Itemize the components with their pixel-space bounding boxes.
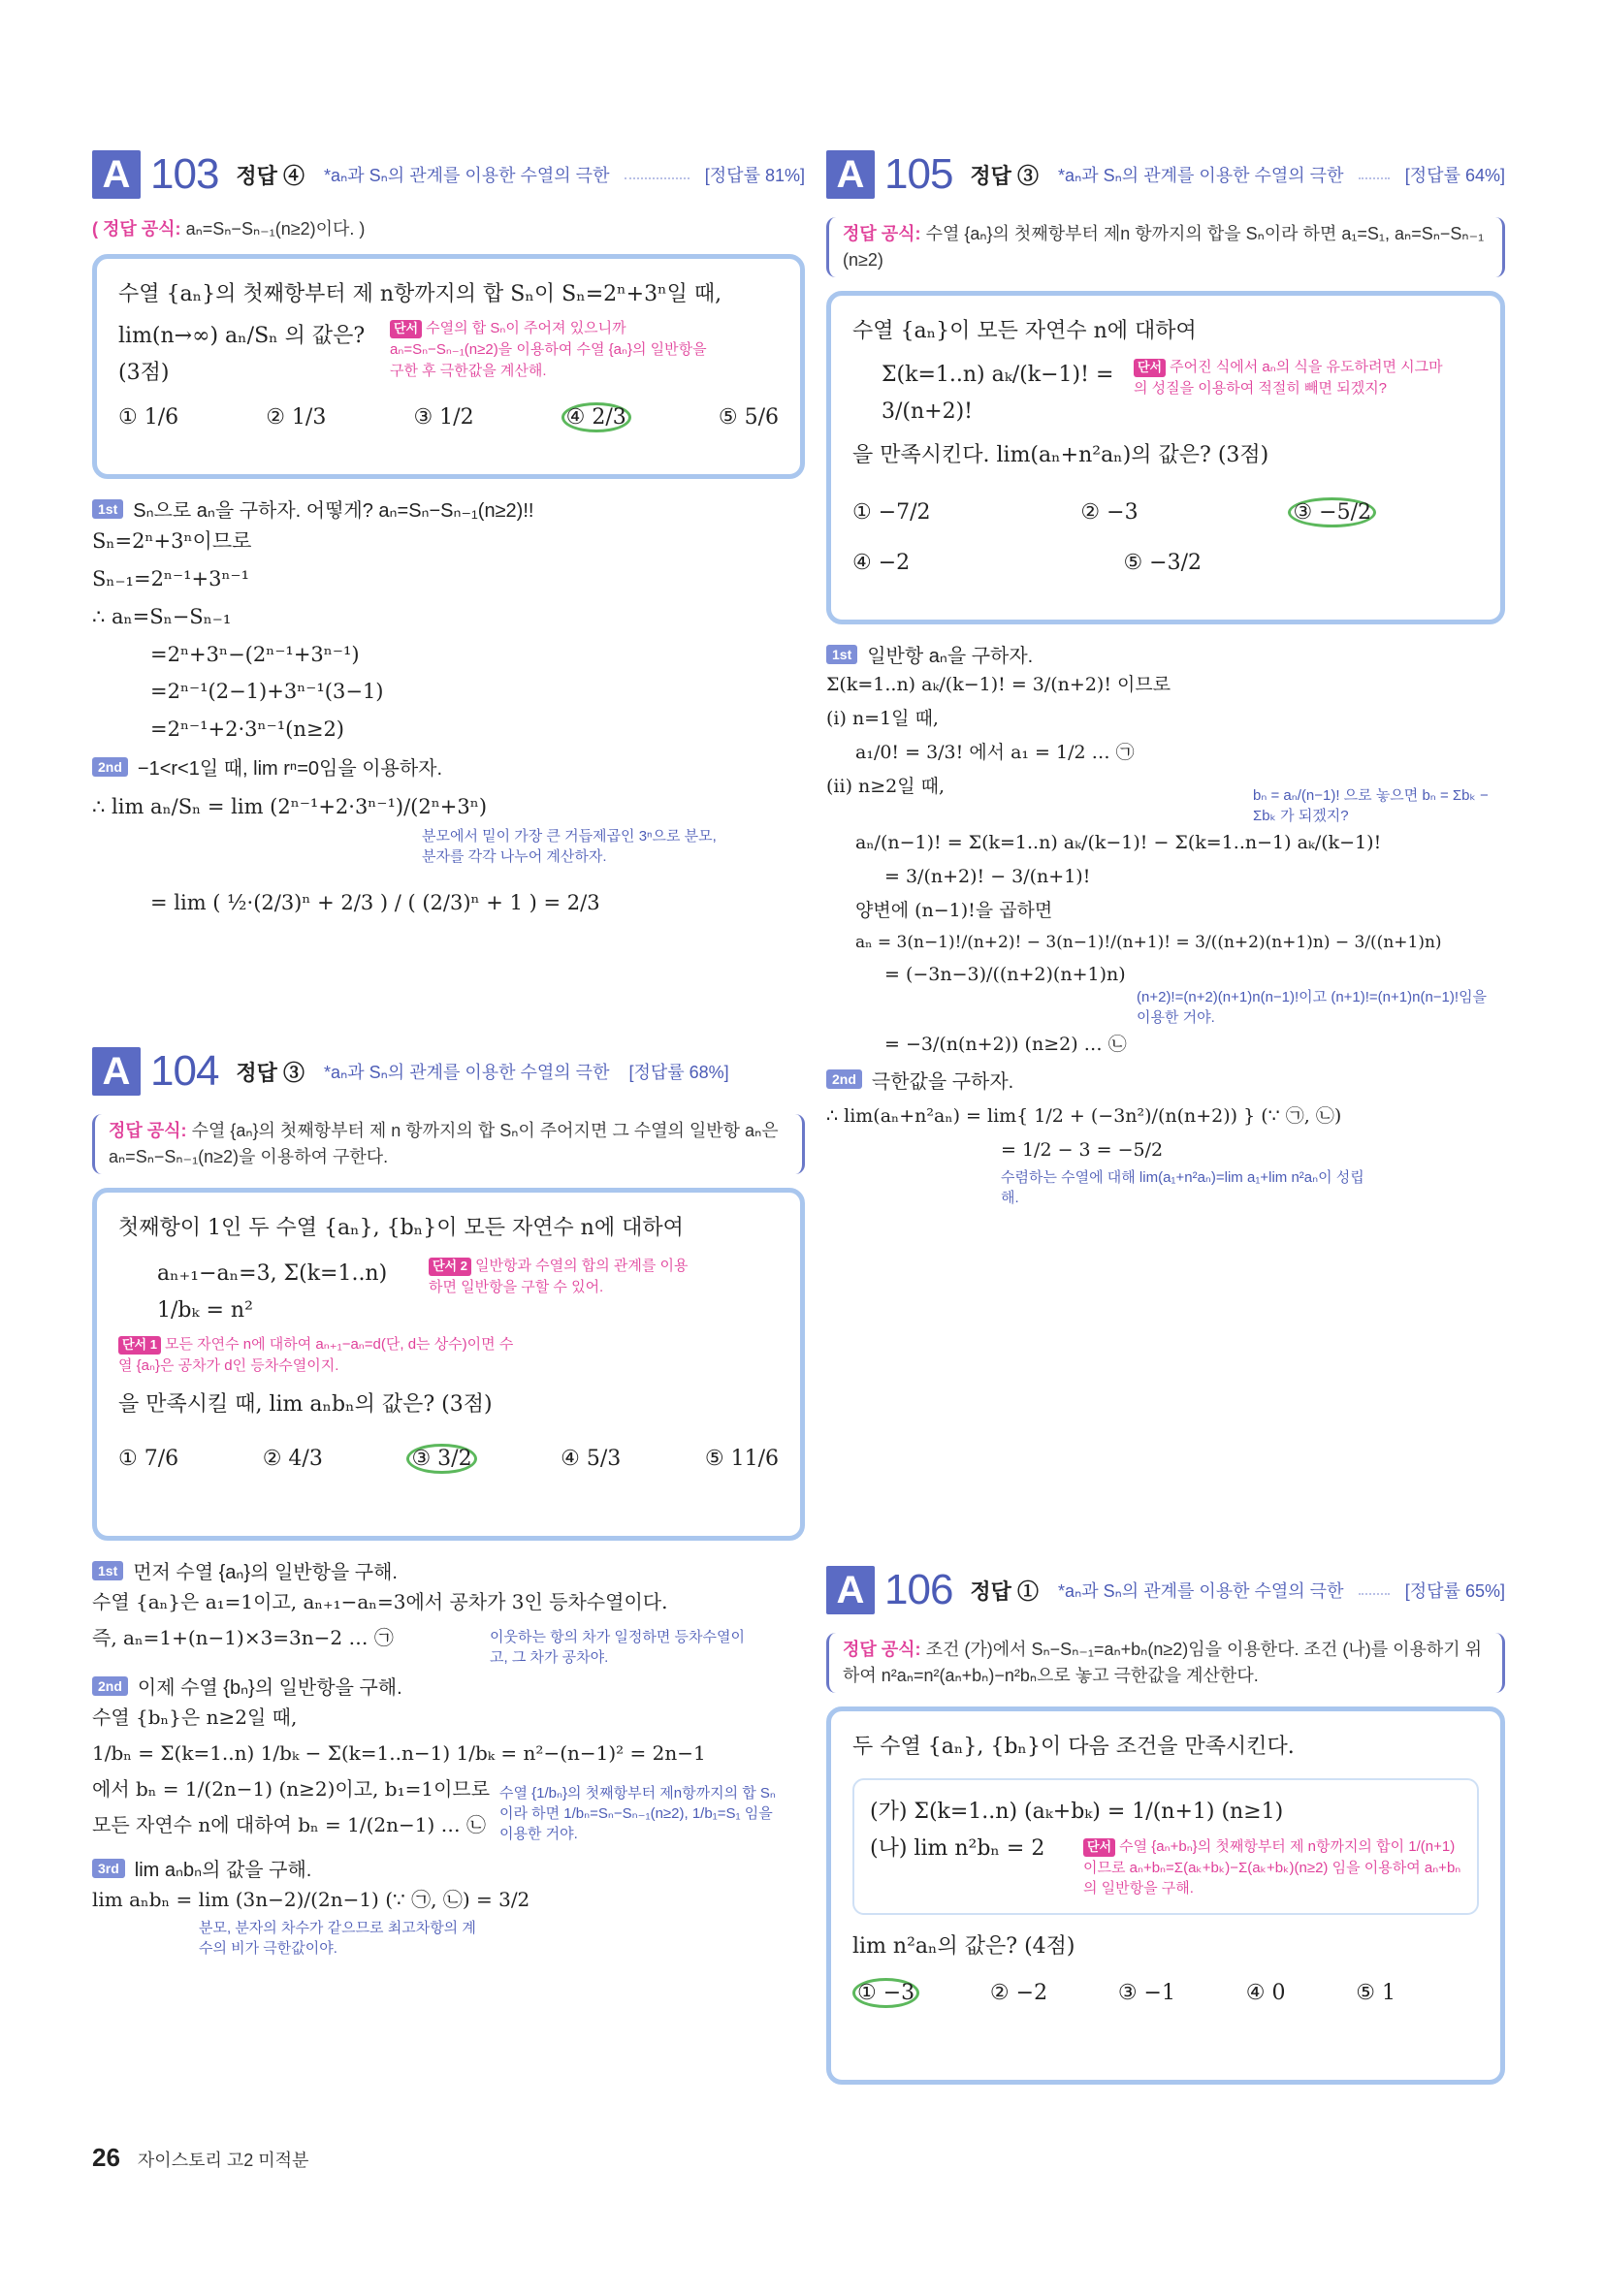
condition-na: (나) lim n²bₙ = 2 — [870, 1835, 1045, 1861]
formula-box — [826, 217, 1505, 277]
choice-label: ⑤ 11/6 — [704, 1447, 779, 1472]
choice-4[interactable] — [852, 551, 910, 575]
formula-text: 수열 {aₙ}의 첫째항부터 제 n 항까지의 합 Sₙ이 주어지면 그 수열의 일반항 aₙ은 aₙ=Sₙ−Sₙ₋₁(n≥2)을 이용하여 구한다. — [109, 1121, 779, 1166]
solution-line: (i) n=1일 때, — [826, 708, 939, 730]
solution-line: Sₙ₋₁=2ⁿ⁻¹+3ⁿ⁻¹ — [92, 566, 250, 590]
conditions-box — [852, 1778, 1479, 1915]
side-note: 분모, 분자의 차수가 같으므로 최고차항의 계수의 비가 극한값이야. — [199, 1920, 476, 1957]
choice-label: ① 7/6 — [118, 1447, 179, 1472]
choice-label: ① 1/6 — [118, 405, 179, 430]
question-text: 을 만족시킬 때, lim aₙbₙ의 값은? (3점) — [118, 1391, 493, 1417]
page-number: 26 — [92, 2143, 120, 2172]
solution-line: = 1/2 − 3 = −5/2 — [1001, 1138, 1164, 1161]
step-title: 일반항 aₙ을 구하자. — [867, 646, 1034, 667]
choice-3-correct[interactable] — [406, 1444, 476, 1474]
hint-text: 수열의 합 Sₙ이 주어져 있으니까 aₙ=Sₙ−Sₙ₋₁(n≥2)을 이용하여 수열 {aₙ}의 일반항을 구한 후 극한값을 계산해. — [390, 320, 707, 379]
solution-line: ∴ aₙ=Sₙ−Sₙ₋₁ — [92, 604, 232, 628]
solution — [826, 640, 1505, 1208]
choice-2[interactable] — [266, 402, 326, 432]
step-title: −1<r<1일 때, lim rⁿ=0임을 이용하자. — [137, 758, 443, 781]
choice-5[interactable] — [719, 402, 779, 432]
problem-number: 105 — [884, 150, 953, 198]
choice-list — [852, 551, 1202, 575]
choice-label: ⑤ 5/6 — [718, 405, 779, 430]
solution-line: 모든 자연수 n에 대하여 bₙ = 1/(2n−1) … ㉡ — [92, 1813, 486, 1836]
choice-2[interactable] — [263, 1444, 323, 1474]
choice-label: ④ 5/3 — [561, 1447, 622, 1472]
book-title: 자이스토리 고2 미적분 — [137, 2151, 309, 2170]
dot-leader — [625, 170, 689, 179]
solution-line: ∴ lim aₙ/Sₙ = lim (2ⁿ⁻¹+2·3ⁿ⁻¹)/(2ⁿ+3ⁿ) — [92, 795, 488, 819]
step-badge: 3rd — [92, 1859, 125, 1878]
solution-line: 양변에 (n−1)!을 곱하면 — [855, 899, 1053, 921]
accuracy-rate: [정답률 68%] — [628, 1063, 729, 1082]
question-text: 수열 {aₙ}의 첫째항부터 제 n항까지의 합 Sₙ이 Sₙ=2ⁿ+3ⁿ일 때, — [118, 282, 722, 306]
choice-2[interactable] — [990, 1978, 1047, 2008]
solution-line: =2ⁿ+3ⁿ−(2ⁿ⁻¹+3ⁿ⁻¹) — [150, 642, 360, 666]
solution-line: Σ(k=1..n) aₖ/(k−1)! = 3/(n+2)! 이므로 — [826, 674, 1171, 695]
step-badge: 1st — [92, 1561, 123, 1580]
solution-line: aₙ/(n−1)! = Σ(k=1..n) aₖ/(k−1)! − Σ(k=1..n−1) aₖ/(k−1)! — [855, 831, 1382, 853]
level-badge: A — [92, 150, 141, 199]
choice-list — [852, 1978, 1395, 2008]
choice-4[interactable] — [561, 1444, 621, 1474]
choice-label: ② 1/3 — [266, 405, 327, 430]
hint-note — [1083, 1831, 1461, 1899]
formula-label: ( 정답 공식: — [92, 219, 181, 239]
answer-label: 정답 ③ — [970, 163, 1040, 188]
solution-line: = 3/(n+2)! − 3/(n+1)! — [884, 865, 1091, 887]
solution-line: lim aₙbₙ = lim (3n−2)/(2n−1) (∵ ㉠, ㉡) = 3/2 — [92, 1888, 530, 1911]
solution-line: 에서 bₙ = 1/(2n−1) (n≥2)이고, b₁=1이므로 — [92, 1777, 491, 1801]
solution-line: 수열 {aₙ}은 a₁=1이고, aₙ₊₁−aₙ=3에서 공차가 3인 등차수열이다. — [92, 1590, 668, 1613]
formula-label: 정답 공식: — [109, 1121, 187, 1140]
question-text: 두 수열 {aₙ}, {bₙ}이 다음 조건을 만족시킨다. — [852, 1735, 1295, 1759]
step-badge: 2nd — [92, 757, 128, 777]
answer-label: 정답 ③ — [236, 1060, 305, 1085]
level-badge: A — [826, 1566, 875, 1614]
choice-label: ③ 1/2 — [413, 405, 474, 430]
formula-label: 정답 공식: — [843, 1640, 921, 1659]
hint-tag: 단서 1 — [118, 1336, 161, 1355]
side-note: 이웃하는 항의 차가 일정하면 등차수열이고, 그 차가 공차야. — [490, 1629, 746, 1666]
question-text: lim(n→∞) aₙ/Sₙ 의 값은? (3점) — [118, 324, 366, 385]
hint-tag: 단서 — [1134, 359, 1166, 377]
step-title: 먼저 수열 {aₙ}의 일반항을 구해. — [133, 1562, 398, 1583]
side-note: bₙ = aₙ/(n−1)! 으로 놓으면 bₙ = Σbₖ − Σbₖ 가 되겠지? — [1253, 786, 1489, 824]
hint-text: 일반항과 수열의 합의 관계를 이용하면 일반항을 구할 수 있어. — [429, 1258, 689, 1296]
hint-note — [390, 318, 720, 381]
formula-line — [92, 215, 805, 240]
formula-box — [826, 1633, 1505, 1693]
choice-list — [118, 1444, 779, 1474]
condition-ga: (가) Σ(k=1..n) (aₖ+bₖ) = 1/(n+1) (n≥1) — [870, 1800, 1284, 1825]
problem-106 — [826, 1561, 1505, 2085]
choice-label: ④ −2 — [852, 550, 911, 575]
solution-line: =2ⁿ⁻¹(2−1)+3ⁿ⁻¹(3−1) — [150, 680, 384, 704]
question-text: 첫째항이 1인 두 수열 {aₙ}, {bₙ}이 모든 자연수 n에 대하여 — [118, 1216, 684, 1240]
problem-103 — [92, 145, 805, 922]
question-box — [826, 291, 1505, 624]
hint-tag: 단서 2 — [429, 1258, 471, 1276]
topic-label: *aₙ과 Sₙ의 관계를 이용한 수열의 극한 — [324, 166, 610, 185]
side-note: 분모에서 밑이 가장 큰 거듭제곱인 3ⁿ으로 분모, 분자를 각각 나누어 계산하자. — [422, 827, 717, 865]
problem-number: 104 — [150, 1047, 219, 1095]
question-text: 을 만족시킨다. lim(aₙ+n²aₙ)의 값은? (3점) — [852, 443, 1269, 468]
question-box — [826, 1706, 1505, 2085]
choice-1[interactable] — [118, 402, 178, 432]
step-badge: 2nd — [826, 1069, 862, 1089]
accuracy-rate: [정답률 65%] — [1404, 1581, 1505, 1601]
side-note: 수열 {1/bₙ}의 첫째항부터 제n항까지의 합 Sₙ이라 하면 1/bₙ=Sₙ−Sₙ₋₁(n≥2), 1/b₁=S₁ 임을 이용한 거야. — [499, 1785, 776, 1842]
solution-line: aₙ = 3(n−1)!/(n+2)! − 3(n−1)!/(n+1)! = 3/((n+2)(n+1)n) − 3/((n+1)n) — [855, 932, 1442, 952]
accuracy-rate: [정답률 64%] — [1404, 166, 1505, 185]
topic-label: *aₙ과 Sₙ의 관계를 이용한 수열의 극한 — [1058, 1581, 1344, 1601]
step-title: 극한값을 구하자. — [871, 1070, 1014, 1093]
choice-1-correct[interactable] — [852, 1978, 919, 2008]
solution-line: a₁/0! = 3/3! 에서 a₁ = 1/2 … ㉠ — [855, 742, 1135, 764]
formula-box — [92, 1114, 805, 1174]
choice-label: ③ −5/2 — [1288, 497, 1376, 527]
choice-label: ② −2 — [989, 1981, 1048, 2006]
hint-note — [118, 1334, 526, 1377]
side-note: 수렴하는 수열에 대해 lim(a₁+n²aₙ)=lim a₁+lim n²aₙ이 성립해. — [1001, 1168, 1364, 1206]
side-note: (n+2)!=(n+2)(n+1)n(n−1)!이고 (n+1)!=(n+1)n(n−1)!임을 이용한 거야. — [1137, 988, 1488, 1026]
step-title: Sₙ으로 aₙ을 구하자. 어떻게? aₙ=Sₙ−Sₙ₋₁(n≥2)!! — [133, 500, 534, 522]
choice-4-correct[interactable] — [561, 402, 631, 432]
step-badge: 2nd — [92, 1676, 128, 1696]
topic-label: *aₙ과 Sₙ의 관계를 이용한 수열의 극한 — [1058, 166, 1344, 185]
choice-label: ③ −1 — [1117, 1981, 1175, 2006]
step-badge: 1st — [92, 499, 123, 519]
solution-line: (ii) n≥2일 때, — [826, 776, 946, 798]
question-text: aₙ₊₁−aₙ=3, Σ(k=1..n) 1/bₖ = n² — [157, 1261, 388, 1323]
problem-header — [92, 1042, 805, 1100]
problem-header — [826, 1561, 1505, 1619]
choice-1[interactable] — [852, 497, 931, 527]
choice-list — [118, 402, 779, 432]
solution-line: = lim ( ½·(2/3)ⁿ + 2/3 ) / ( (2/3)ⁿ + 1 ) = 2/3 — [150, 890, 600, 914]
hint-text: 모든 자연수 n에 대하여 aₙ₊₁−aₙ=d(단, d는 상수)이면 수열 {aₙ}은 공차가 d인 등차수열이지. — [118, 1336, 514, 1374]
choice-3-correct[interactable] — [1288, 497, 1376, 527]
solution-line: Sₙ=2ⁿ+3ⁿ이므로 — [92, 529, 252, 553]
solution-line: =2ⁿ⁻¹+2·3ⁿ⁻¹(n≥2) — [150, 718, 344, 742]
problem-104 — [92, 1042, 805, 1959]
solution-line: 즉, aₙ=1+(n−1)×3=3n−2 … ㉠ — [92, 1626, 394, 1649]
hint-note — [429, 1256, 700, 1298]
answer-label: 정답 ① — [970, 1578, 1040, 1604]
accuracy-rate: [정답률 81%] — [704, 166, 805, 185]
question-box — [92, 1188, 805, 1541]
problem-header — [826, 145, 1505, 204]
step-title: 이제 수열 {bₙ}의 일반항을 구해. — [137, 1677, 402, 1699]
topic-label: *aₙ과 Sₙ의 관계를 이용한 수열의 극한 — [324, 1063, 610, 1082]
question-text: 수열 {aₙ}이 모든 자연수 n에 대하여 — [852, 319, 1197, 343]
formula-text: aₙ=Sₙ−Sₙ₋₁(n≥2)이다. ) — [185, 219, 366, 239]
hint-tag: 단서 — [390, 320, 422, 338]
choice-label: ② 4/3 — [262, 1447, 323, 1472]
formula-text: 조건 (가)에서 Sₙ−Sₙ₋₁=aₙ+bₙ(n≥2)임을 이용한다. 조건 (나)를 이용하기 위하여 n²aₙ=n²(aₙ+bₙ)−n²bₙ으로 놓고 극한값을 계산한다. — [843, 1640, 1483, 1685]
question-box — [92, 254, 805, 479]
choice-3[interactable] — [413, 402, 473, 432]
choice-1[interactable] — [118, 1444, 178, 1474]
choice-5[interactable] — [705, 1444, 779, 1474]
page-footer — [92, 2143, 308, 2173]
level-badge: A — [826, 150, 875, 199]
level-badge: A — [92, 1047, 141, 1096]
choice-5[interactable] — [1123, 551, 1202, 575]
choice-label: ④ 2/3 — [561, 402, 631, 432]
choice-2[interactable] — [1080, 497, 1138, 527]
choice-4[interactable] — [1246, 1978, 1286, 2008]
step-badge: 1st — [826, 645, 857, 664]
solution — [92, 494, 805, 922]
solution — [92, 1556, 805, 1959]
dot-leader — [1359, 1585, 1389, 1595]
question-text: lim n²aₙ의 값은? (4점) — [852, 1934, 1075, 1960]
dot-leader — [1359, 170, 1389, 179]
formula-text: 수열 {aₙ}의 첫째항부터 제n 항까지의 합을 Sₙ이라 하면 a₁=S₁, aₙ=Sₙ−Sₙ₋₁ (n≥2) — [843, 224, 1485, 270]
solution-line: = (−3n−3)/((n+2)(n+1)n) — [884, 964, 1126, 986]
choice-label: ③ 3/2 — [406, 1444, 476, 1474]
choice-3[interactable] — [1118, 1978, 1175, 2008]
hint-note — [1134, 357, 1454, 399]
answer-label: 정답 ④ — [236, 163, 305, 188]
solution-line: 수열 {bₙ}은 n≥2일 때, — [92, 1706, 298, 1729]
choice-label: ④ 0 — [1245, 1981, 1286, 2006]
solution-line: ∴ lim(aₙ+n²aₙ) = lim{ 1/2 + (−3n²)/(n(n+2)) } (∵ ㉠, ㉡) — [826, 1104, 1342, 1127]
hint-text: 수열 {aₙ+bₙ}의 첫째항부터 제 n항까지의 합이 1/(n+1) 이므로 aₙ+bₙ=Σ(aₖ+bₖ)−Σ(aₖ+bₖ)(n≥2) 임을 이용하여 aₙ+bₙ의 일반항을 구해. — [1083, 1837, 1461, 1897]
choice-label: ① −3 — [852, 1978, 919, 2008]
problem-header — [92, 145, 805, 204]
hint-text: 주어진 식에서 aₙ의 식을 유도하려면 시그마의 성질을 이용하여 적절히 빼면 되겠지? — [1134, 359, 1443, 398]
problem-number: 103 — [150, 150, 219, 198]
problem-number: 106 — [884, 1566, 953, 1613]
formula-label: 정답 공식: — [843, 224, 921, 243]
solution-line: = −3/(n(n+2)) (n≥2) … ㉡ — [884, 1033, 1127, 1055]
choice-label: ⑤ −3/2 — [1123, 550, 1202, 575]
step-title: lim aₙbₙ의 값을 구해. — [134, 1860, 312, 1881]
hint-tag: 단서 — [1083, 1838, 1115, 1857]
choice-list — [852, 497, 1376, 527]
solution-line: 1/bₙ = Σ(k=1..n) 1/bₖ − Σ(k=1..n−1) 1/bₖ = n²−(n−1)² = 2n−1 — [92, 1741, 706, 1765]
choice-label: ② −3 — [1080, 499, 1139, 525]
question-text: Σ(k=1..n) aₖ/(k−1)! = 3/(n+2)! — [882, 363, 1114, 424]
choice-label: ① −7/2 — [852, 499, 931, 525]
choice-5[interactable] — [1356, 1978, 1395, 2008]
choice-label: ⑤ 1 — [1356, 1981, 1395, 2006]
problem-105 — [826, 145, 1505, 1208]
